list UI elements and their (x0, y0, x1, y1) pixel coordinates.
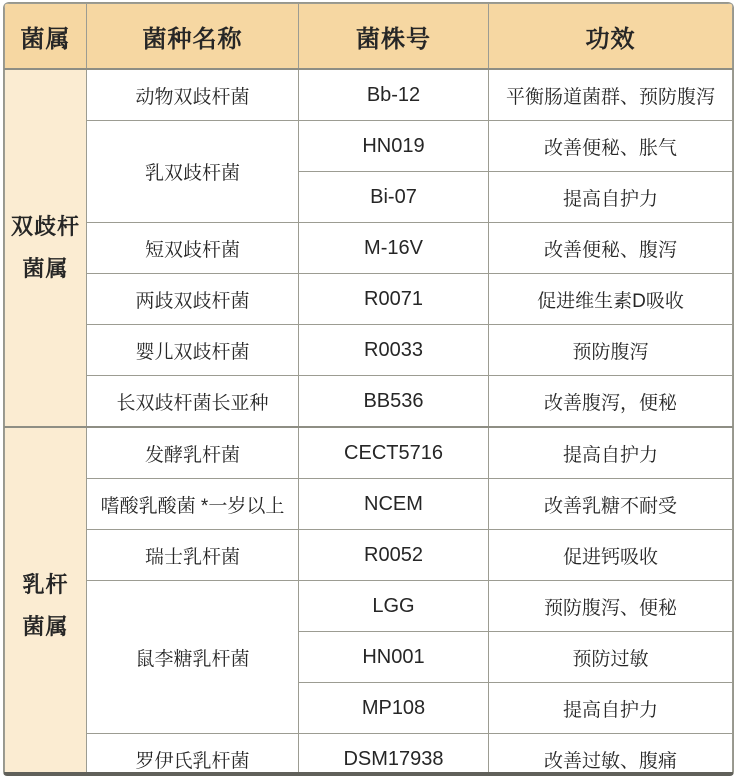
effect-cell: 预防过敏 (489, 632, 733, 683)
strain-id-cell: NCEM (299, 479, 489, 530)
genus-label-line: 菌属 (22, 256, 69, 281)
effect-cell: 提高自护力 (489, 683, 733, 734)
table-row (5, 581, 733, 632)
effect-cell: 提高自护力 (489, 427, 733, 479)
species-cell: 罗伊氏乳杆菌 (87, 734, 299, 777)
header-species: 菌种名称 (87, 4, 299, 70)
species-cell: 婴儿双歧杆菌 (87, 325, 299, 376)
header-row (5, 4, 733, 70)
effect-cell: 平衡肠道菌群、预防腹泻 (489, 69, 733, 121)
species-cell: 嗜酸乳酸菌 *一岁以上 (87, 479, 299, 530)
table-row (5, 530, 733, 581)
effect-cell: 促进钙吸收 (489, 530, 733, 581)
species-cell: 鼠李糖乳杆菌 (87, 581, 299, 734)
table-header (5, 4, 733, 70)
effect-cell: 改善便秘、胀气 (489, 121, 733, 172)
table-row (5, 427, 733, 479)
strain-id-cell: M-16V (299, 223, 489, 274)
species-cell: 乳双歧杆菌 (87, 121, 299, 223)
table-row (5, 223, 733, 274)
strain-id-cell: CECT5716 (299, 427, 489, 479)
genus-label-line: 菌属 (22, 614, 69, 639)
genus-label-line: 双歧杆 (10, 214, 80, 240)
table-row (5, 734, 733, 777)
strain-id-cell: Bi-07 (299, 172, 489, 223)
effect-cell: 改善便秘、腹泻 (489, 223, 733, 274)
strain-id-cell: R0033 (299, 325, 489, 376)
species-cell: 发酵乳杆菌 (87, 427, 299, 479)
table-body (5, 69, 733, 776)
table-row (5, 376, 733, 428)
table-row (5, 121, 733, 172)
species-cell: 两歧双歧杆菌 (87, 274, 299, 325)
species-cell: 动物双歧杆菌 (87, 69, 299, 121)
probiotics-table (4, 3, 733, 776)
genus-cell (5, 427, 87, 776)
header-effect: 功效 (489, 4, 733, 70)
species-cell: 长双歧杆菌长亚种 (87, 376, 299, 428)
strain-id-cell: Bb-12 (299, 69, 489, 121)
table-row (5, 325, 733, 376)
effect-cell: 改善乳糖不耐受 (489, 479, 733, 530)
strain-id-cell: BB536 (299, 376, 489, 428)
effect-cell: 改善腹泻，便秘 (489, 376, 733, 428)
strain-id-cell: R0052 (299, 530, 489, 581)
genus-label-line: 乳杆 (22, 572, 69, 598)
strain-id-cell: R0071 (299, 274, 489, 325)
table-row (5, 274, 733, 325)
strain-id-cell: HN001 (299, 632, 489, 683)
strain-id-cell: LGG (299, 581, 489, 632)
effect-cell: 预防腹泻 (489, 325, 733, 376)
header-genus: 菌属 (5, 4, 87, 70)
probiotics-table-container (3, 2, 734, 776)
strain-id-cell: MP108 (299, 683, 489, 734)
strain-id-cell: DSM17938 (299, 734, 489, 777)
table-row (5, 479, 733, 530)
strain-id-cell: HN019 (299, 121, 489, 172)
genus-cell (5, 69, 87, 427)
header-strain: 菌株号 (299, 4, 489, 70)
effect-cell: 改善过敏、腹痛 (489, 734, 733, 777)
species-cell: 瑞士乳杆菌 (87, 530, 299, 581)
effect-cell: 提高自护力 (489, 172, 733, 223)
effect-cell: 促进维生素D吸收 (489, 274, 733, 325)
table-row (5, 69, 733, 121)
species-cell: 短双歧杆菌 (87, 223, 299, 274)
effect-cell: 预防腹泻、便秘 (489, 581, 733, 632)
